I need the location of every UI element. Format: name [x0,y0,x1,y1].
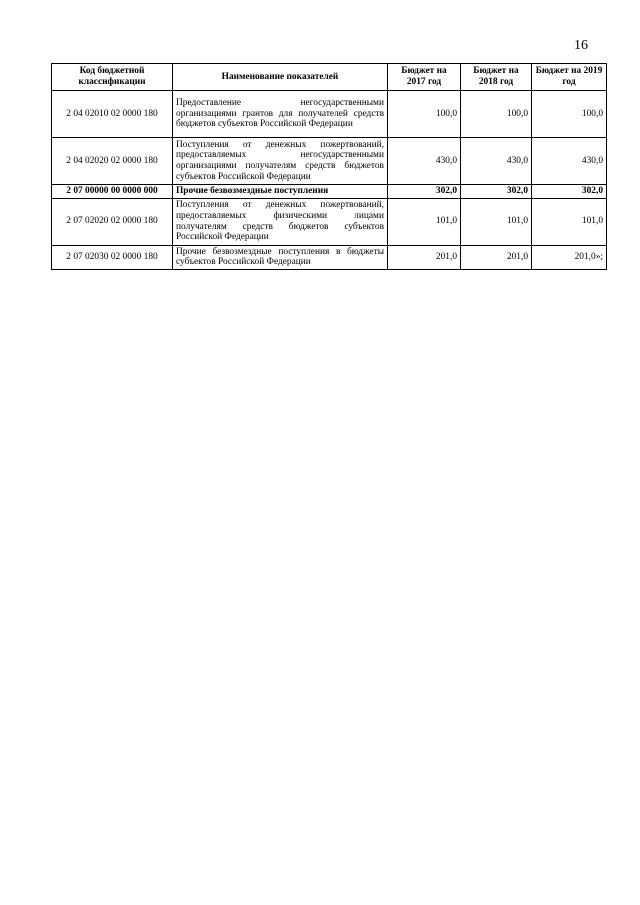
header-2017: Бюджет на 2017 год [388,64,461,91]
table-row [52,245,607,269]
row-2019: 302,0 [532,185,607,199]
row-name: Поступления от денежных пожертвований, предоставляемых негосударственными организациями получателям средств бюджетов субъектов Российской Федерации [173,138,388,185]
row-2019: 201,0»; [532,245,607,269]
row-2018: 101,0 [461,198,532,245]
row-2017: 101,0 [388,198,461,245]
table-row-total [52,185,607,199]
page-number: 16 [574,38,588,53]
header-2019: Бюджет на 2019 год [532,64,607,91]
table-row [52,138,607,185]
row-name: Поступления от денежных пожертвований, предоставляемых физическими лицами получателям средств бюджетов субъектов Российской Федерации [173,198,388,245]
table-row [52,91,607,138]
header-name: Наименование показателей [173,64,388,91]
row-2018: 430,0 [461,138,532,185]
table-header-row [52,64,607,91]
row-2019: 430,0 [532,138,607,185]
row-2018: 201,0 [461,245,532,269]
row-code: 2 04 02010 02 0000 180 [52,91,173,138]
row-code: 2 07 00000 00 0000 000 [52,185,173,199]
budget-table [51,63,607,270]
header-code: Код бюджетной классификации [52,64,173,91]
row-code: 2 07 02020 02 0000 180 [52,198,173,245]
row-2018: 302,0 [461,185,532,199]
row-2017: 100,0 [388,91,461,138]
row-name: Прочие безвозмездные поступления в бюджеты субъектов Российской Федерации [173,245,388,269]
row-code: 2 04 02020 02 0000 180 [52,138,173,185]
row-2019: 101,0 [532,198,607,245]
row-2017: 302,0 [388,185,461,199]
row-code: 2 07 02030 02 0000 180 [52,245,173,269]
header-2018: Бюджет на 2018 год [461,64,532,91]
row-name: Предоставление негосударственными организациями грантов для получателей средств бюджетов субъектов Российской Федерации [173,91,388,138]
row-2017: 430,0 [388,138,461,185]
row-name: Прочие безвозмездные поступления [173,185,388,199]
row-2017: 201,0 [388,245,461,269]
row-2019: 100,0 [532,91,607,138]
table-row [52,198,607,245]
row-2018: 100,0 [461,91,532,138]
